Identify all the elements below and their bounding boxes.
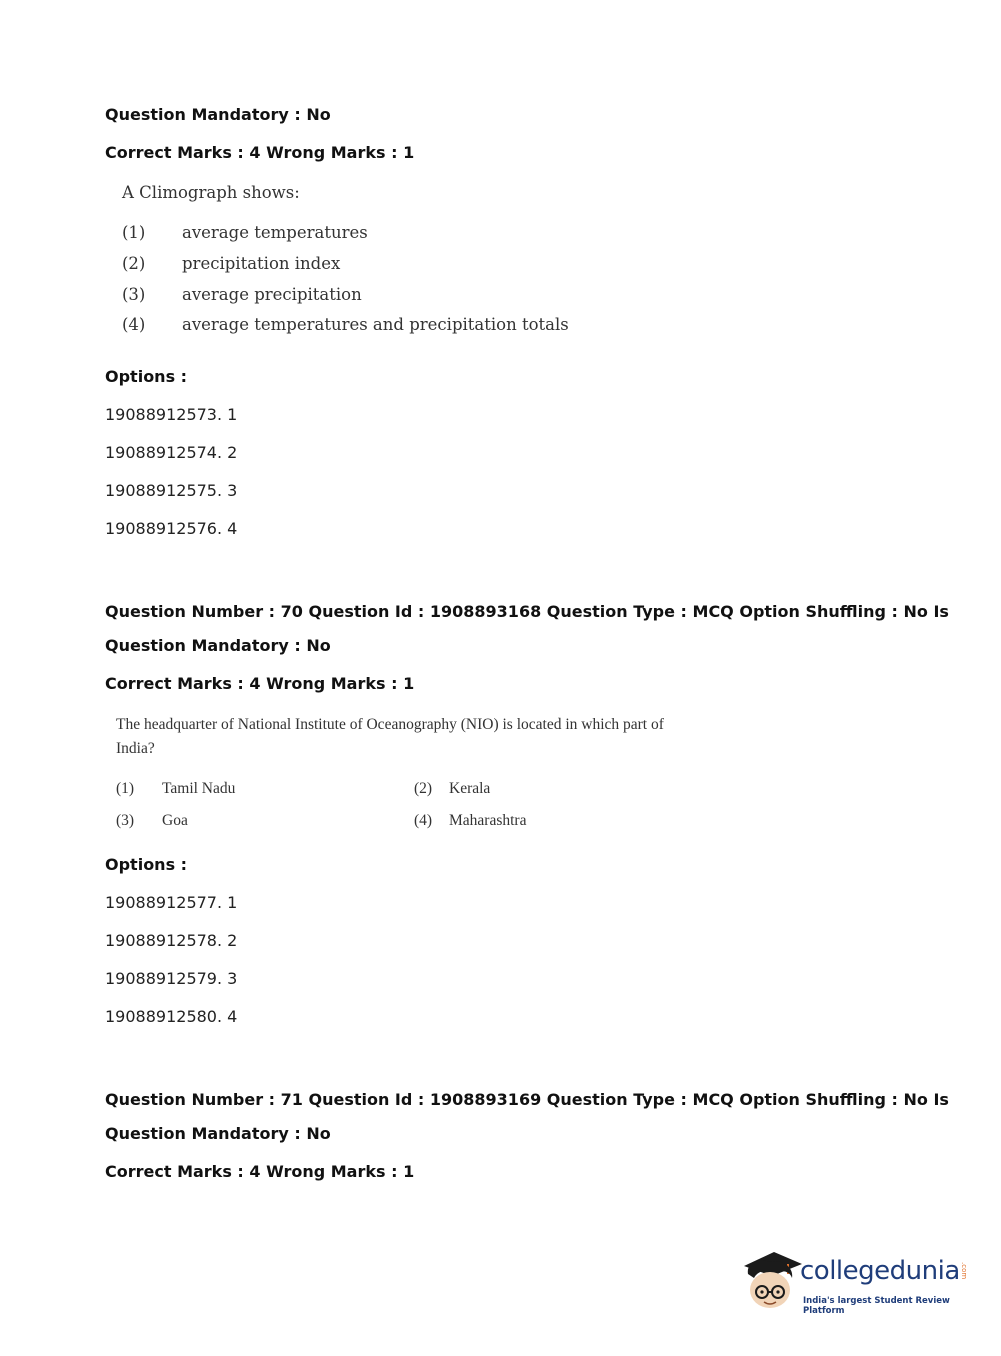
logo-tagline: India's largest Student Review Platform <box>803 1296 950 1316</box>
q71-marks: Correct Marks : 4 Wrong Marks : 1 <box>105 1162 415 1181</box>
q69-choice-text-3: average precipitation <box>182 285 362 304</box>
q69-choice-num-2: (2) <box>122 254 146 273</box>
mascot-icon <box>740 1248 804 1318</box>
q69-option-1: 19088912573. 1 <box>105 405 238 424</box>
logo-brand: collegedunia <box>800 1256 960 1286</box>
q70-choice-text-4: Maharashtra <box>449 812 527 829</box>
q70-marks: Correct Marks : 4 Wrong Marks : 1 <box>105 674 415 693</box>
q69-mandatory: Question Mandatory : No <box>105 105 331 124</box>
q71-mandatory: Question Mandatory : No <box>105 1124 331 1143</box>
q69-option-4: 19088912576. 4 <box>105 519 238 538</box>
q69-marks: Correct Marks : 4 Wrong Marks : 1 <box>105 143 415 162</box>
collegedunia-logo <box>740 1248 970 1318</box>
q69-question-text: A Climograph shows: <box>122 183 300 202</box>
logo-com: .com <box>960 1262 968 1280</box>
q70-choice-text-1: Tamil Nadu <box>162 780 236 797</box>
q71-header: Question Number : 71 Question Id : 1908893169 Question Type : MCQ Option Shuffling : No Is <box>105 1090 949 1109</box>
q69-option-2: 19088912574. 2 <box>105 443 238 462</box>
q70-options-label: Options : <box>105 855 188 874</box>
q69-choice-num-1: (1) <box>122 223 146 242</box>
q70-mandatory: Question Mandatory : No <box>105 636 331 655</box>
q69-choice-text-1: average temperatures <box>182 223 368 242</box>
q70-option-2: 19088912578. 2 <box>105 931 238 950</box>
q70-question-line-2: India? <box>116 740 155 757</box>
q69-choice-text-4: average temperatures and precipitation totals <box>182 315 569 334</box>
q69-choice-num-4: (4) <box>122 315 146 334</box>
q70-header: Question Number : 70 Question Id : 1908893168 Question Type : MCQ Option Shuffling : No Is <box>105 602 949 621</box>
q70-choice-text-3: Goa <box>162 812 188 829</box>
q70-choice-num-1: (1) <box>116 780 135 797</box>
q70-choice-num-3: (3) <box>116 812 135 829</box>
q69-option-3: 19088912575. 3 <box>105 481 238 500</box>
q70-choice-num-2: (2) <box>414 780 433 797</box>
q69-choice-text-2: precipitation index <box>182 254 341 273</box>
q69-options-label: Options : <box>105 367 188 386</box>
q70-question-line-1: The headquarter of National Institute of Oceanography (NIO) is located in which part of <box>116 716 664 733</box>
q70-option-1: 19088912577. 1 <box>105 893 238 912</box>
q70-choice-num-4: (4) <box>414 812 433 829</box>
q70-option-4: 19088912580. 4 <box>105 1007 238 1026</box>
q69-choice-num-3: (3) <box>122 285 146 304</box>
q70-choice-text-2: Kerala <box>449 780 491 797</box>
q70-option-3: 19088912579. 3 <box>105 969 238 988</box>
